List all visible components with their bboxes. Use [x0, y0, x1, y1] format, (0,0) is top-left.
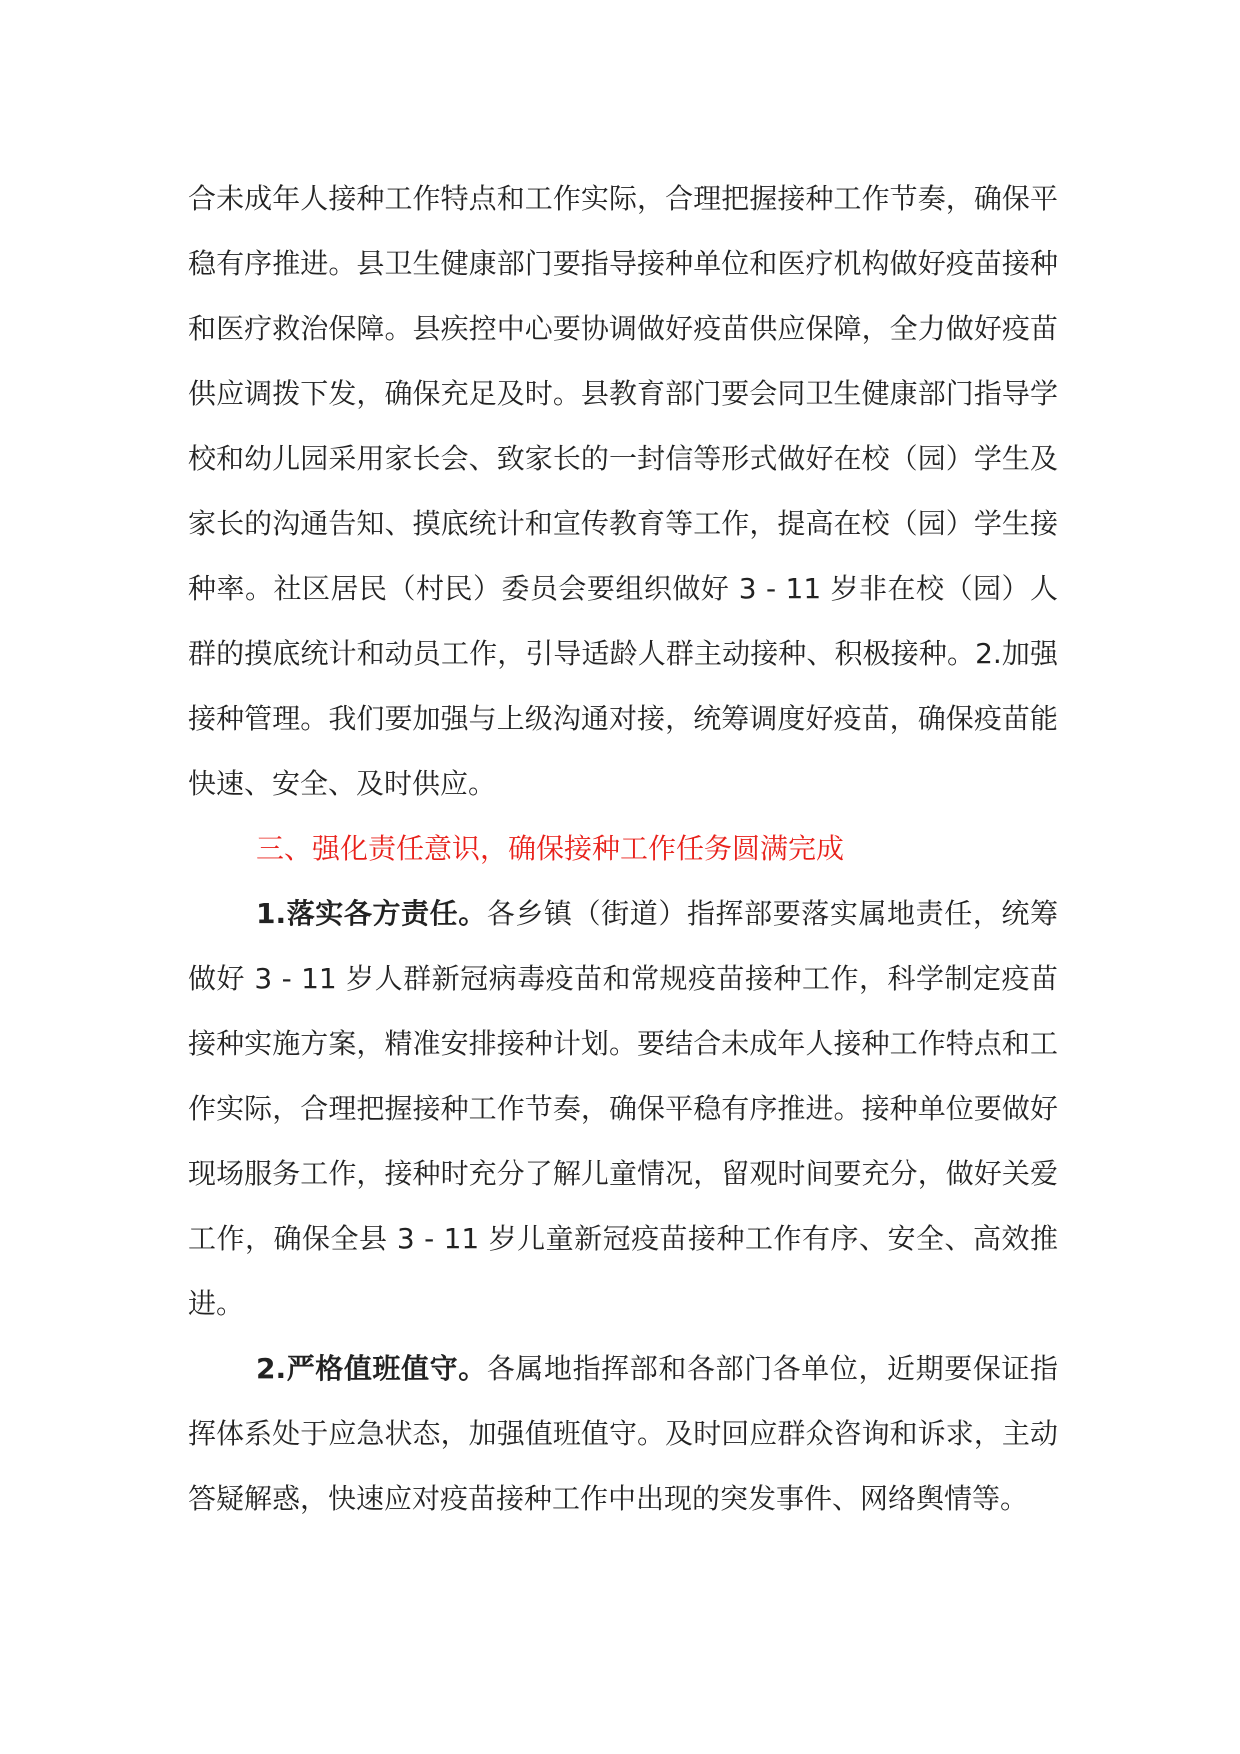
paragraph-duty	[188, 1336, 1058, 1531]
paragraph-continuation: 合未成年人接种工作特点和工作实际，合理把握接种工作节奏，确保平稳有序推进。县卫生健康部门要指导接种单位和医疗机构做好疫苗接种和医疗救治保障。县疾控中心要协调做好疫苗供应保障，全力做好疫苗供应调拨下发，确保充足及时。县教育部门要会同卫生健康部门指导学校和幼儿园采用家长会、致家长的一封信等形式做好在校（园）学生及家长的沟通告知、摸底统计和宣传教育等工作，提高在校（园）学生接种率。社区居民（村民）委员会要组织做好 3 - 11 岁非在校（园）人群的摸底统计和动员工作，引导适龄人群主动接种、积极接种。2.加强接种管理。我们要加强与上级沟通对接，统筹调度好疫苗，确保疫苗能快速、安全、及时供应。	[188, 182, 1058, 800]
section-heading: 三、强化责任意识，确保接种工作任务圆满完成	[256, 832, 845, 865]
paragraph-lead: 1.落实各方责任。	[256, 897, 487, 930]
paragraph-lead: 2.严格值班值守。	[256, 1352, 487, 1385]
paragraph-responsibility	[188, 881, 1058, 1336]
document-body	[188, 166, 1058, 1531]
paragraph-text: 各属地指挥部和各部门各单位，近期要保证指挥体系处于应急状态，加强值班值守。及时回应群众咨询和诉求，主动答疑解惑，快速应对疫苗接种工作中出现的突发事件、网络舆情等。	[188, 1352, 1058, 1515]
paragraph-text: 各乡镇（街道）指挥部要落实属地责任，统筹做好 3 - 11 岁人群新冠病毒疫苗和常规疫苗接种工作，科学制定疫苗接种实施方案，精准安排接种计划。要结合未成年人接种工作特点和工作实际，合理把握接种工作节奏，确保平稳有序推进。接种单位要做好现场服务工作，接种时充分了解儿童情况，留观时间要充分，做好关爱工作，确保全县 3 - 11 岁儿童新冠疫苗接种工作有序、安全、高效推进。	[188, 897, 1058, 1320]
